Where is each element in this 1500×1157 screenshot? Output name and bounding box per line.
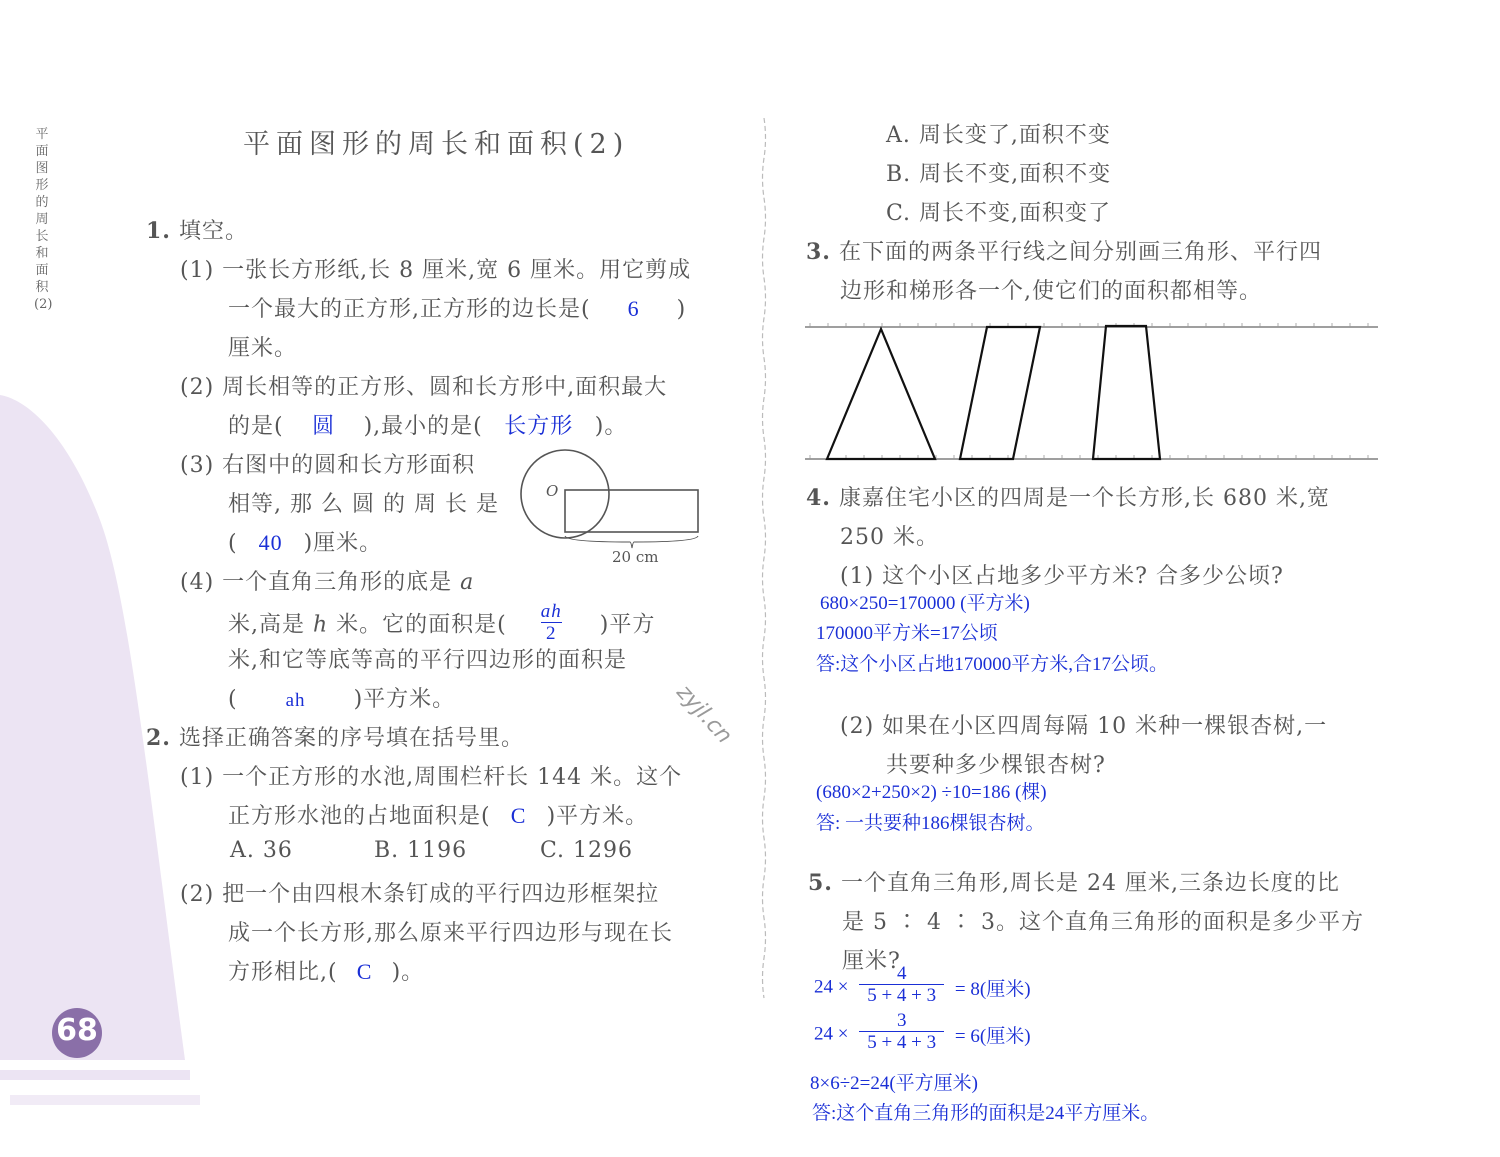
q5-answer: 答:这个直角三角形的面积是24平方厘米。 [812, 1103, 1160, 1124]
q1-p4-var-a: a [460, 570, 475, 595]
q1-heading [146, 214, 248, 245]
q1-heading-text: 填空。 [178, 219, 248, 244]
q5-eq1-fraction [859, 964, 944, 1007]
q2-p2-line1: (2) 把一个由四根木条钉成的平行四边形框架拉 [180, 882, 660, 907]
q2-p1-option-a: A. 36 [230, 838, 293, 863]
q5-area-calc: 8×6÷2=24(平方厘米) [810, 1073, 979, 1094]
q1-p3-line1: (3) 右图中的圆和长方形面积 [180, 453, 476, 478]
q1-p4-text-b: 米。它的面积是( [336, 612, 507, 638]
q2-p1-text-b: )平方米。 [546, 804, 649, 829]
q1-number: 1. [146, 218, 171, 244]
q5-eq1-denominator: 5 + 4 + 3 [859, 984, 944, 1007]
q1-p1-line3: 厘米。 [228, 336, 298, 361]
q2-p1-text-a: 正方形水池的占地面积是( [228, 804, 491, 829]
q1-p4-close: )平方米。 [353, 687, 456, 712]
q1-p3-close: )厘米。 [303, 531, 383, 556]
q1-p2-answer-largest: 圆 [312, 413, 336, 438]
q4-line1 [806, 481, 1330, 512]
q4-sub2-answer: 答: 一共要种186棵银杏树。 [816, 813, 1045, 834]
q1-p4-open: ( [228, 687, 238, 712]
q2-p1-line1: (1) 一个正方形的水池,周围栏杆长 144 米。这个 [180, 765, 683, 790]
q3-number: 3. [806, 239, 831, 265]
q2-p1-option-b: B. 1196 [374, 838, 468, 863]
q1-p4-text: (4) 一个直角三角形的底是 [180, 570, 453, 595]
q5-eq1-lhs: 24 × [814, 976, 849, 998]
q4-text: 康嘉住宅小区的四周是一个长方形,长 680 米,宽 [838, 486, 1330, 511]
drawn-trapezoid [1093, 326, 1160, 459]
q1-p4-answer-fraction [541, 602, 562, 645]
q1-p3-answer: 40 [258, 530, 283, 555]
drawn-triangle [827, 329, 935, 459]
q1-p4-text-a: 米,高是 [228, 612, 305, 638]
q4-sub2-work: (680×2+250×2) ÷10=186 (棵) [816, 782, 1047, 803]
q1-p4-line1 [180, 565, 474, 596]
q5-eq1-rhs: = 8(厘米) [954, 979, 1031, 1000]
q5-line1 [808, 866, 1340, 897]
q1-p4-answer-numerator: ah [540, 601, 562, 622]
column-divider [758, 118, 770, 1018]
q5-line3: 厘米? [842, 949, 901, 974]
q2-number: 2. [146, 725, 171, 751]
q2-p1-answer: C [510, 803, 527, 828]
q5-eq2-fraction [859, 1011, 944, 1054]
q2-heading-text: 选择正确答案的序号填在括号里。 [178, 726, 524, 751]
q5-eq2-lhs: 24 × [814, 1023, 849, 1045]
q2-p1-line2 [228, 799, 648, 830]
q1-p4-answer-area: ah [285, 690, 306, 711]
q4-sub2-line2: 共要种多少棵银杏树? [886, 753, 1106, 778]
q1-p2-text-c: )。 [594, 414, 628, 439]
q5-text: 一个直角三角形,周长是 24 厘米,三条边长度的比 [840, 871, 1340, 896]
q1-p1-text: 一个最大的正方形,正方形的边长是( [228, 297, 591, 322]
q1-p3-open: ( [228, 531, 238, 556]
q1-p4-line4 [228, 682, 455, 713]
q1-p3-line3 [228, 526, 382, 557]
q1-p1-close: ) [676, 297, 687, 322]
q1-p4-text-c: )平方 [599, 612, 656, 638]
q1-p2-text-a: 的是( [228, 414, 284, 439]
q1-p3-line2: 相等, 那 么 圆 的 周 长 是 [228, 492, 499, 517]
q5-equation-2 [814, 1010, 1031, 1056]
q1-p2-line2 [228, 409, 627, 440]
q1-p4-answer-denominator: 2 [541, 622, 562, 645]
q5-eq1-numerator: 4 [896, 963, 907, 984]
q4-sub1-answer: 答:这个小区占地170000平方米,合17公顷。 [816, 654, 1169, 675]
q3-line2: 边形和梯形各一个,使它们的面积都相等。 [840, 279, 1262, 304]
q4-sub1: (1) 这个小区占地多少平方米? 合多少公顷? [840, 564, 1284, 589]
q1-p4-line3: 米,和它等底等高的平行四边形的面积是 [228, 648, 627, 673]
side-title: 平面图形的周长和面积(2) [34, 127, 53, 312]
q5-line2: 是 5 ∶ 4 ∶ 3。这个直角三角形的面积是多少平方 [842, 910, 1364, 935]
q2-p2-text-a: 方形相比,( [228, 960, 338, 985]
q2-heading [146, 721, 524, 752]
q5-eq2-denominator: 5 + 4 + 3 [859, 1031, 944, 1054]
q4-sub1-work-2: 170000平方米=17公顷 [816, 623, 998, 644]
q4-line2: 250 米。 [840, 525, 939, 550]
q1-p1-line1: (1) 一张长方形纸,长 8 厘米,宽 6 厘米。用它剪成 [180, 258, 692, 283]
page-number: 68 [56, 1013, 98, 1048]
q2-p2-line2: 成一个长方形,那么原来平行四边形与现在长 [228, 921, 673, 946]
q3-line1 [806, 235, 1322, 266]
q1-p2-answer-smallest: 长方形 [504, 413, 574, 438]
q1-p4-var-h: h [313, 612, 329, 638]
q5-number: 5. [808, 870, 833, 896]
q1-p4-line2 [228, 601, 656, 647]
page-title: 平面图形的周长和面积(2) [243, 129, 630, 160]
q3-text: 在下面的两条平行线之间分别画三角形、平行四 [838, 240, 1322, 265]
q2-p2-line3 [228, 955, 424, 986]
q1-p1-line2 [228, 292, 686, 323]
parallel-lines-drawing [800, 318, 1385, 468]
dimension-brace [565, 536, 698, 548]
q2-p2-option-a: A. 周长变了,面积不变 [886, 123, 1111, 148]
figure-center-label: O [546, 482, 559, 500]
q5-eq2-numerator: 3 [896, 1010, 907, 1031]
q2-p2-answer: C [356, 959, 373, 984]
q5-eq2-rhs: = 6(厘米) [954, 1026, 1031, 1047]
q1-p2-line1: (2) 周长相等的正方形、圆和长方形中,面积最大 [180, 375, 668, 400]
q5-equation-1 [814, 963, 1031, 1009]
q1-p2-text-b: ),最小的是( [363, 414, 483, 439]
line-ticks [810, 323, 1368, 459]
q2-p2-option-b: B. 周长不变,面积不变 [886, 162, 1112, 187]
q2-p2-text-b: )。 [391, 960, 425, 985]
figure-rectangle [565, 490, 698, 532]
figure-dimension-label: 20 cm [612, 548, 659, 566]
q4-sub2-line1: (2) 如果在小区四周每隔 10 米种一棵银杏树,一 [840, 714, 1328, 739]
drawn-parallelogram [960, 327, 1040, 459]
q4-number: 4. [806, 485, 831, 511]
q4-sub1-work-1: 680×250=170000 (平方米) [820, 593, 1030, 614]
q1-p1-answer: 6 [627, 296, 640, 321]
watermark: zyjl.cn [671, 680, 737, 749]
q2-p1-option-c: C. 1296 [540, 838, 634, 863]
q2-p2-option-c: C. 周长不变,面积变了 [886, 201, 1112, 226]
